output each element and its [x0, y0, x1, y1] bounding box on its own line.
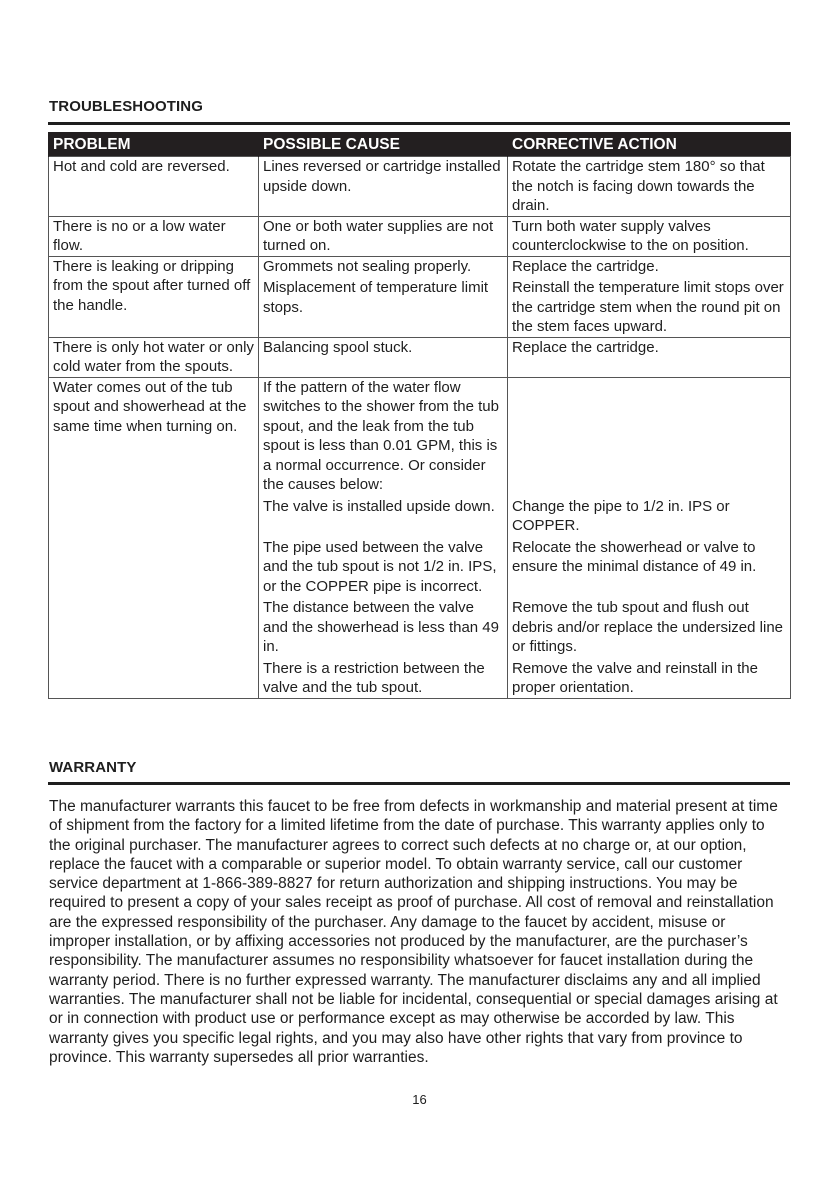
action-cell: Remove the valve and reinstall in the proper orientation. [508, 657, 791, 699]
cause-cell: One or both water supplies are not turned on. [259, 216, 508, 256]
page-number: 16 [412, 1092, 427, 1107]
table-row [49, 256, 791, 337]
warranty-heading: WARRANTY [49, 759, 137, 776]
cause-cell: The pipe used between the valve and the tub spout is not 1/2 in. IPS, or the COPPER pipe is incorrect. [259, 536, 508, 597]
action-text: Replace the cartridge. [512, 257, 659, 275]
table-header-row [49, 132, 791, 157]
header-corrective-action: CORRECTIVE ACTION [508, 132, 791, 157]
action-cell: Relocate the showerhead or valve to ensure the minimal distance of 49 in. [508, 536, 791, 597]
troubleshooting-table [48, 132, 791, 699]
warranty-text: The manufacturer warrants this faucet to be free from defects in workmanship and material present at time of shipment from the factory for a limited lifetime from the date of purchase. This warranty applies only to the original purchaser. The manufacturer agrees to correct such defects at no charge or, at our option, replace the faucet with a comparable or superior model. To obtain warranty service, call our customer service department at 1-866-389-8827 for return authorization and shipping instructions. You may be required to present a copy of your sales receipt as proof of purchase. All cost of removal and reinstallation are the expressed responsibility of the purchaser. Any damage to the faucet by accident, misuse or improper installation, or by affixing accessories not produced by the manufacturer, are the purchaser’s responsibility. The manufacturer assumes no responsibility whatsoever for faucet installation during the warranty period. There is no further expressed warranty. The manufacturer disclaims any and all implied warranties. The manufacturer shall not be liable for incidental, consequential or special damages arising at or in connection with product use or performance except as may otherwise be accorded by law. This warranty gives you specific legal rights, and you may also have other rights that vary from province to province. This warranty supersedes all prior warranties. [49, 798, 778, 1066]
action-cell: Change the pipe to 1/2 in. IPS or COPPER. [508, 495, 791, 536]
table-row [49, 216, 791, 256]
table-row [49, 337, 791, 377]
problem-cell: There is leaking or dripping from the spout after turned off the handle. [49, 256, 259, 337]
cause-cell: Balancing spool stuck. [259, 337, 508, 377]
troubleshooting-rule [48, 122, 790, 125]
action-cell: Rotate the cartridge stem 180° so that the notch is facing down towards the drain. [508, 157, 791, 217]
cause-cell: The valve is installed upside down. [259, 495, 508, 536]
troubleshooting-heading: TROUBLESHOOTING [49, 98, 203, 115]
cause-cell: The distance between the valve and the showerhead is less than 49 in. [259, 596, 508, 657]
table-row [49, 377, 791, 495]
problem-cell: Hot and cold are reversed. [49, 157, 259, 217]
header-possible-cause: POSSIBLE CAUSE [259, 132, 508, 157]
cause-cell: Lines reversed or cartridge installed upside down. [259, 157, 508, 217]
problem-cell: There is only hot water or only cold water from the spouts. [49, 337, 259, 377]
problem-cell: There is no or a low water flow. [49, 216, 259, 256]
action-cell: Replace the cartridge. [508, 337, 791, 377]
cause-cell: There is a restriction between the valve and the tub spout. [259, 657, 508, 699]
warranty-rule [48, 782, 790, 785]
action-cell [508, 377, 791, 495]
cause-text: Misplacement of temperature limit stops. [263, 279, 489, 316]
cause-text: Grommets not sealing properly. [263, 257, 472, 275]
cause-cell [259, 256, 508, 337]
action-cell: Remove the tub spout and flush out debris and/or replace the undersized line or fittings. [508, 596, 791, 657]
table-row [49, 157, 791, 217]
action-text: Reinstall the temperature limit stops over the cartridge stem when the round pit on the stem faces upward. [512, 279, 784, 335]
problem-cell: Water comes out of the tub spout and showerhead at the same time when turning on. [49, 377, 259, 698]
action-cell: Turn both water supply valves counterclockwise to the on position. [508, 216, 791, 256]
cause-cell: If the pattern of the water flow switches to the shower from the tub spout, and the leak from the tub spout is less than 0.01 GPM, this is a normal occurrence. Or consider the causes below: [259, 377, 508, 495]
action-cell [508, 256, 791, 337]
header-problem: PROBLEM [49, 132, 259, 157]
